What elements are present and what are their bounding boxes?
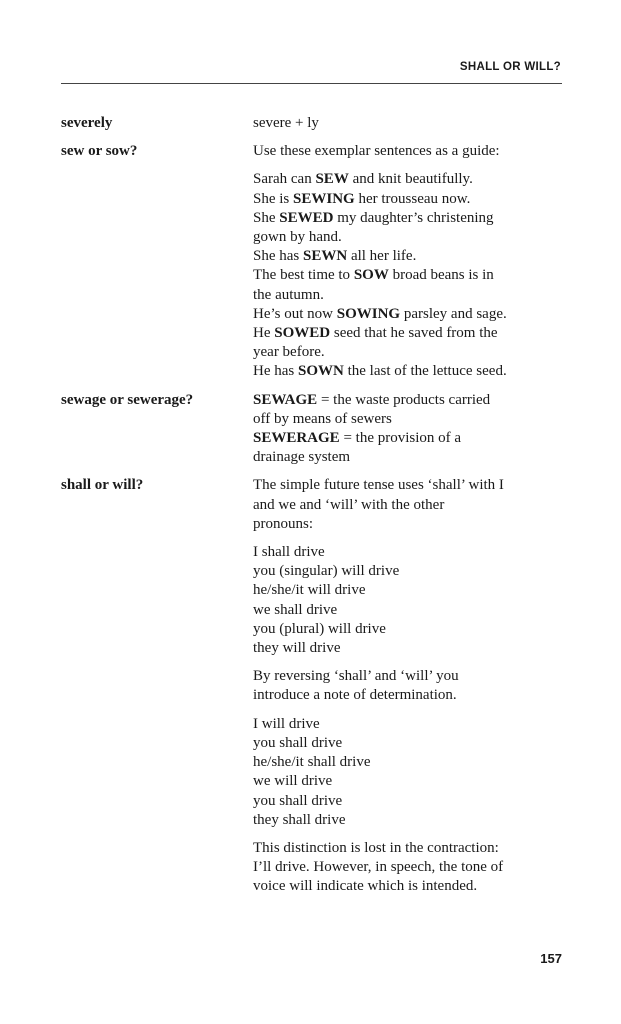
glossary-entry [61, 476, 562, 896]
text-run: introduce a note of determination. [253, 687, 457, 704]
text-run: broad beans is in [388, 267, 494, 284]
text-run: and we and ‘will’ with the other [253, 496, 445, 513]
definition-line [253, 753, 562, 772]
definition-paragraph [253, 142, 562, 161]
definition-line [253, 362, 562, 381]
keyword: SOW [353, 267, 389, 284]
text-run: he/she/it shall drive [253, 754, 371, 771]
definition-paragraph [253, 391, 562, 468]
text-run: you (singular) will drive [253, 563, 400, 580]
definition-line [253, 142, 562, 161]
text-run: I shall drive [253, 544, 325, 561]
text-run: year before. [253, 344, 325, 361]
keyword: SOWN [298, 363, 344, 380]
text-run: parsley and sage. [400, 305, 507, 322]
definition-paragraph [253, 839, 562, 897]
entry-term: sew or sow? [61, 143, 138, 160]
definition-line [253, 734, 562, 753]
entry-definition [253, 114, 562, 133]
header-rule [61, 83, 562, 84]
text-run: the last of the lettuce seed. [343, 363, 507, 380]
text-run: you shall drive [253, 734, 343, 751]
definition-line [253, 715, 562, 734]
definition-line [253, 410, 562, 429]
text-run: By reversing ‘shall’ and ‘will’ you [253, 668, 459, 685]
definition-line [253, 772, 562, 791]
definition-line [253, 543, 562, 562]
glossary-entries [61, 114, 562, 906]
glossary-entry [61, 391, 562, 468]
text-run: This distinction is lost in the contraction: [253, 839, 499, 856]
definition-line [253, 620, 562, 639]
text-run: they will drive [253, 640, 341, 657]
text-run: He has [253, 363, 298, 380]
definition-line [253, 286, 562, 305]
keyword: SOWING [336, 305, 401, 322]
text-run: pronouns: [253, 515, 313, 532]
text-run: seed that he saved from the [330, 325, 498, 342]
text-run: The best time to [253, 267, 354, 284]
definition-line [253, 343, 562, 362]
definition-line [253, 448, 562, 467]
text-run: = the waste products carried [317, 391, 491, 408]
text-run: we will drive [253, 773, 333, 790]
definition-line [253, 429, 562, 448]
keyword: SOWED [274, 325, 331, 342]
text-run: we shall drive [253, 601, 338, 618]
definition-line [253, 667, 562, 686]
definition-line [253, 877, 562, 896]
entry-term: shall or will? [61, 477, 144, 494]
text-run: Use these exemplar sentences as a guide: [253, 143, 500, 160]
definition-line [253, 305, 562, 324]
text-run: The simple future tense uses ‘shall’ with I [253, 477, 504, 494]
definition-line [253, 839, 562, 858]
entry-definition [253, 391, 562, 468]
text-run: He’s out now [253, 305, 337, 322]
definition-line [253, 792, 562, 811]
text-run: all her life. [347, 248, 417, 265]
page-number: 157 [540, 951, 562, 966]
text-run: drainage system [253, 449, 351, 466]
text-run: they shall drive [253, 811, 346, 828]
keyword: SEW [315, 171, 349, 188]
text-run: off by means of sewers [253, 410, 392, 427]
text-run: Sarah can [253, 171, 316, 188]
definition-line [253, 324, 562, 343]
definition-line [253, 170, 562, 189]
text-run: He [253, 325, 275, 342]
text-run: and knit beautifully. [348, 171, 473, 188]
definition-line [253, 581, 562, 600]
definition-line [253, 601, 562, 620]
running-head: SHALL OR WILL? [459, 61, 561, 73]
definition-line [253, 247, 562, 266]
text-run: I will drive [253, 715, 320, 732]
text-run: you (plural) will drive [253, 620, 386, 637]
definition-line [253, 639, 562, 658]
text-run: the autumn. [253, 286, 324, 303]
definition-paragraph [253, 170, 562, 381]
definition-line [253, 811, 562, 830]
keyword: SEWN [303, 248, 348, 265]
entry-term: sewage or sewerage? [61, 391, 194, 408]
entry-definition [253, 476, 562, 896]
text-run: her trousseau now. [354, 190, 471, 207]
text-run: voice will indicate which is intended. [253, 878, 478, 895]
keyword: SEWED [279, 209, 334, 226]
entry-term: severely [61, 115, 113, 131]
keyword: SEWING [293, 190, 355, 207]
text-run: gown by hand. [253, 229, 342, 246]
text-run: She has [253, 248, 303, 265]
definition-line [253, 391, 562, 410]
text-run: he/she/it will drive [253, 582, 366, 599]
text-run: severe + ly [253, 115, 319, 131]
definition-paragraph [253, 476, 562, 534]
text-run: She is [253, 190, 294, 207]
definition-line [253, 562, 562, 581]
entry-definition [253, 142, 562, 381]
definition-paragraph [253, 543, 562, 658]
text-run: you shall drive [253, 792, 343, 809]
definition-line [253, 515, 562, 534]
definition-line [253, 190, 562, 209]
definition-line [253, 114, 562, 133]
definition-line [253, 686, 562, 705]
glossary-entry [61, 114, 562, 133]
definition-line [253, 858, 562, 877]
keyword: SEWERAGE [253, 430, 340, 447]
definition-line [253, 476, 562, 495]
definition-line [253, 209, 562, 228]
text-run: She [253, 209, 280, 226]
glossary-entry [61, 142, 562, 381]
definition-line [253, 228, 562, 247]
definition-paragraph [253, 114, 562, 133]
text-run: = the provision of a [339, 430, 462, 447]
text-run: I’ll drive. However, in speech, the tone of [253, 859, 504, 876]
definition-line [253, 266, 562, 285]
keyword: SEWAGE [253, 391, 318, 408]
text-run: my daughter’s christening [333, 209, 494, 226]
definition-line [253, 496, 562, 515]
definition-paragraph [253, 715, 562, 830]
definition-paragraph [253, 667, 562, 705]
